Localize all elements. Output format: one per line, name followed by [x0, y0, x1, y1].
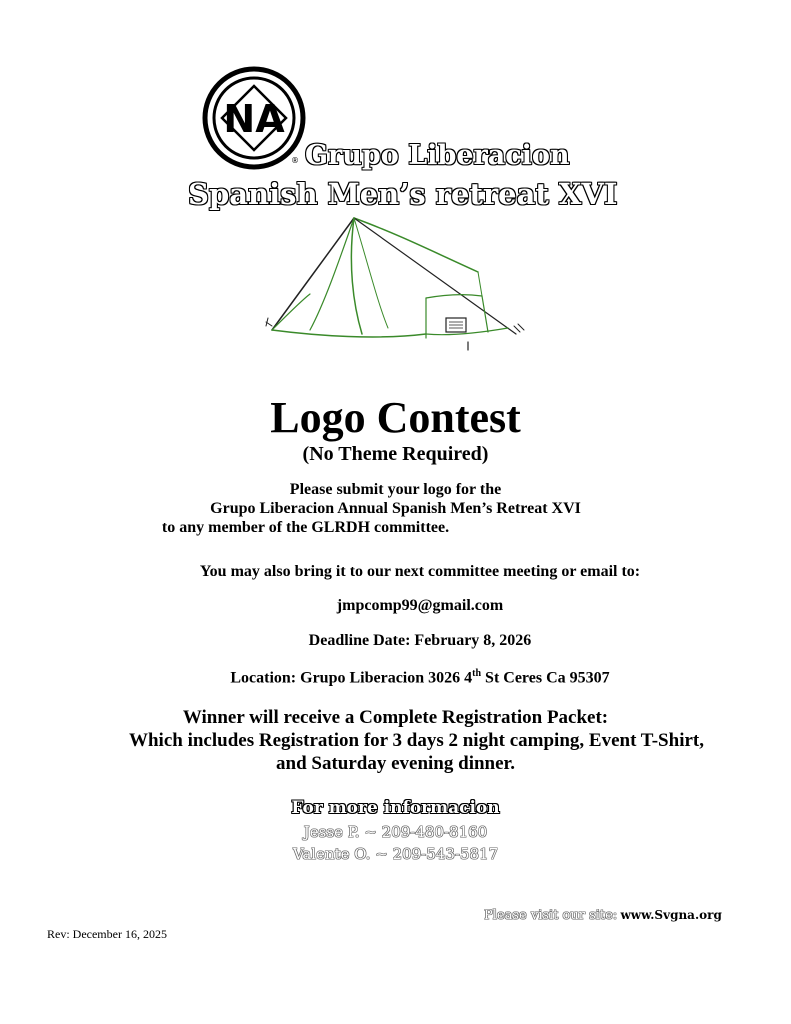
instruction-line: Grupo Liberacion Annual Spanish Men’s Retreat XVI — [210, 500, 581, 517]
event-name: Spanish Men’s retreat XVI — [188, 177, 618, 211]
deadline-date: Deadline Date: February 8, 2026 — [308, 632, 532, 649]
location-suffix: St Ceres Ca 95307 — [481, 669, 610, 687]
subtitle: (No Theme Required) — [302, 443, 489, 465]
instruction-line: to any member of the GLRDH committee. — [161, 519, 450, 536]
registered-mark: ® — [291, 156, 299, 165]
prize-line: Winner will receive a Complete Registration Packet: — [182, 707, 609, 728]
prize-block — [0, 706, 791, 775]
site-url[interactable]: www.Svgna.org — [620, 908, 722, 922]
instruction-line: Please submit your logo for the — [289, 481, 502, 498]
email-address[interactable]: jmpcomp99@gmail.com — [336, 597, 504, 614]
location — [0, 668, 791, 687]
prize-line: and Saturday evening dinner. — [276, 753, 515, 774]
revision-date: Rev: December 16, 2025 — [47, 927, 167, 941]
contacts-heading: For more informacion — [291, 798, 500, 818]
site-line — [484, 907, 722, 923]
tent-illustration — [258, 214, 538, 354]
site-label: Please visit our site: — [484, 908, 618, 923]
location-sup: th — [472, 668, 482, 679]
logo-letters: NA — [223, 97, 285, 141]
bring-line: You may also bring it to our next committee meeting or email to: — [199, 563, 641, 580]
contact-line: Jesse P. ~ 209-480-8160 — [303, 823, 488, 841]
contacts-list — [0, 821, 791, 865]
page-title: Logo Contest — [270, 393, 521, 442]
instructions — [0, 480, 791, 537]
na-logo — [202, 66, 306, 170]
contact-line: Valente O. ~ 209-543-5817 — [292, 845, 499, 863]
location-prefix: Location: Grupo Liberacion 3026 4 — [230, 669, 473, 687]
group-name: Grupo Liberacion — [305, 140, 570, 171]
prize-line: Which includes Registration for 3 days 2 night camping, Event T-Shirt, — [128, 730, 704, 751]
